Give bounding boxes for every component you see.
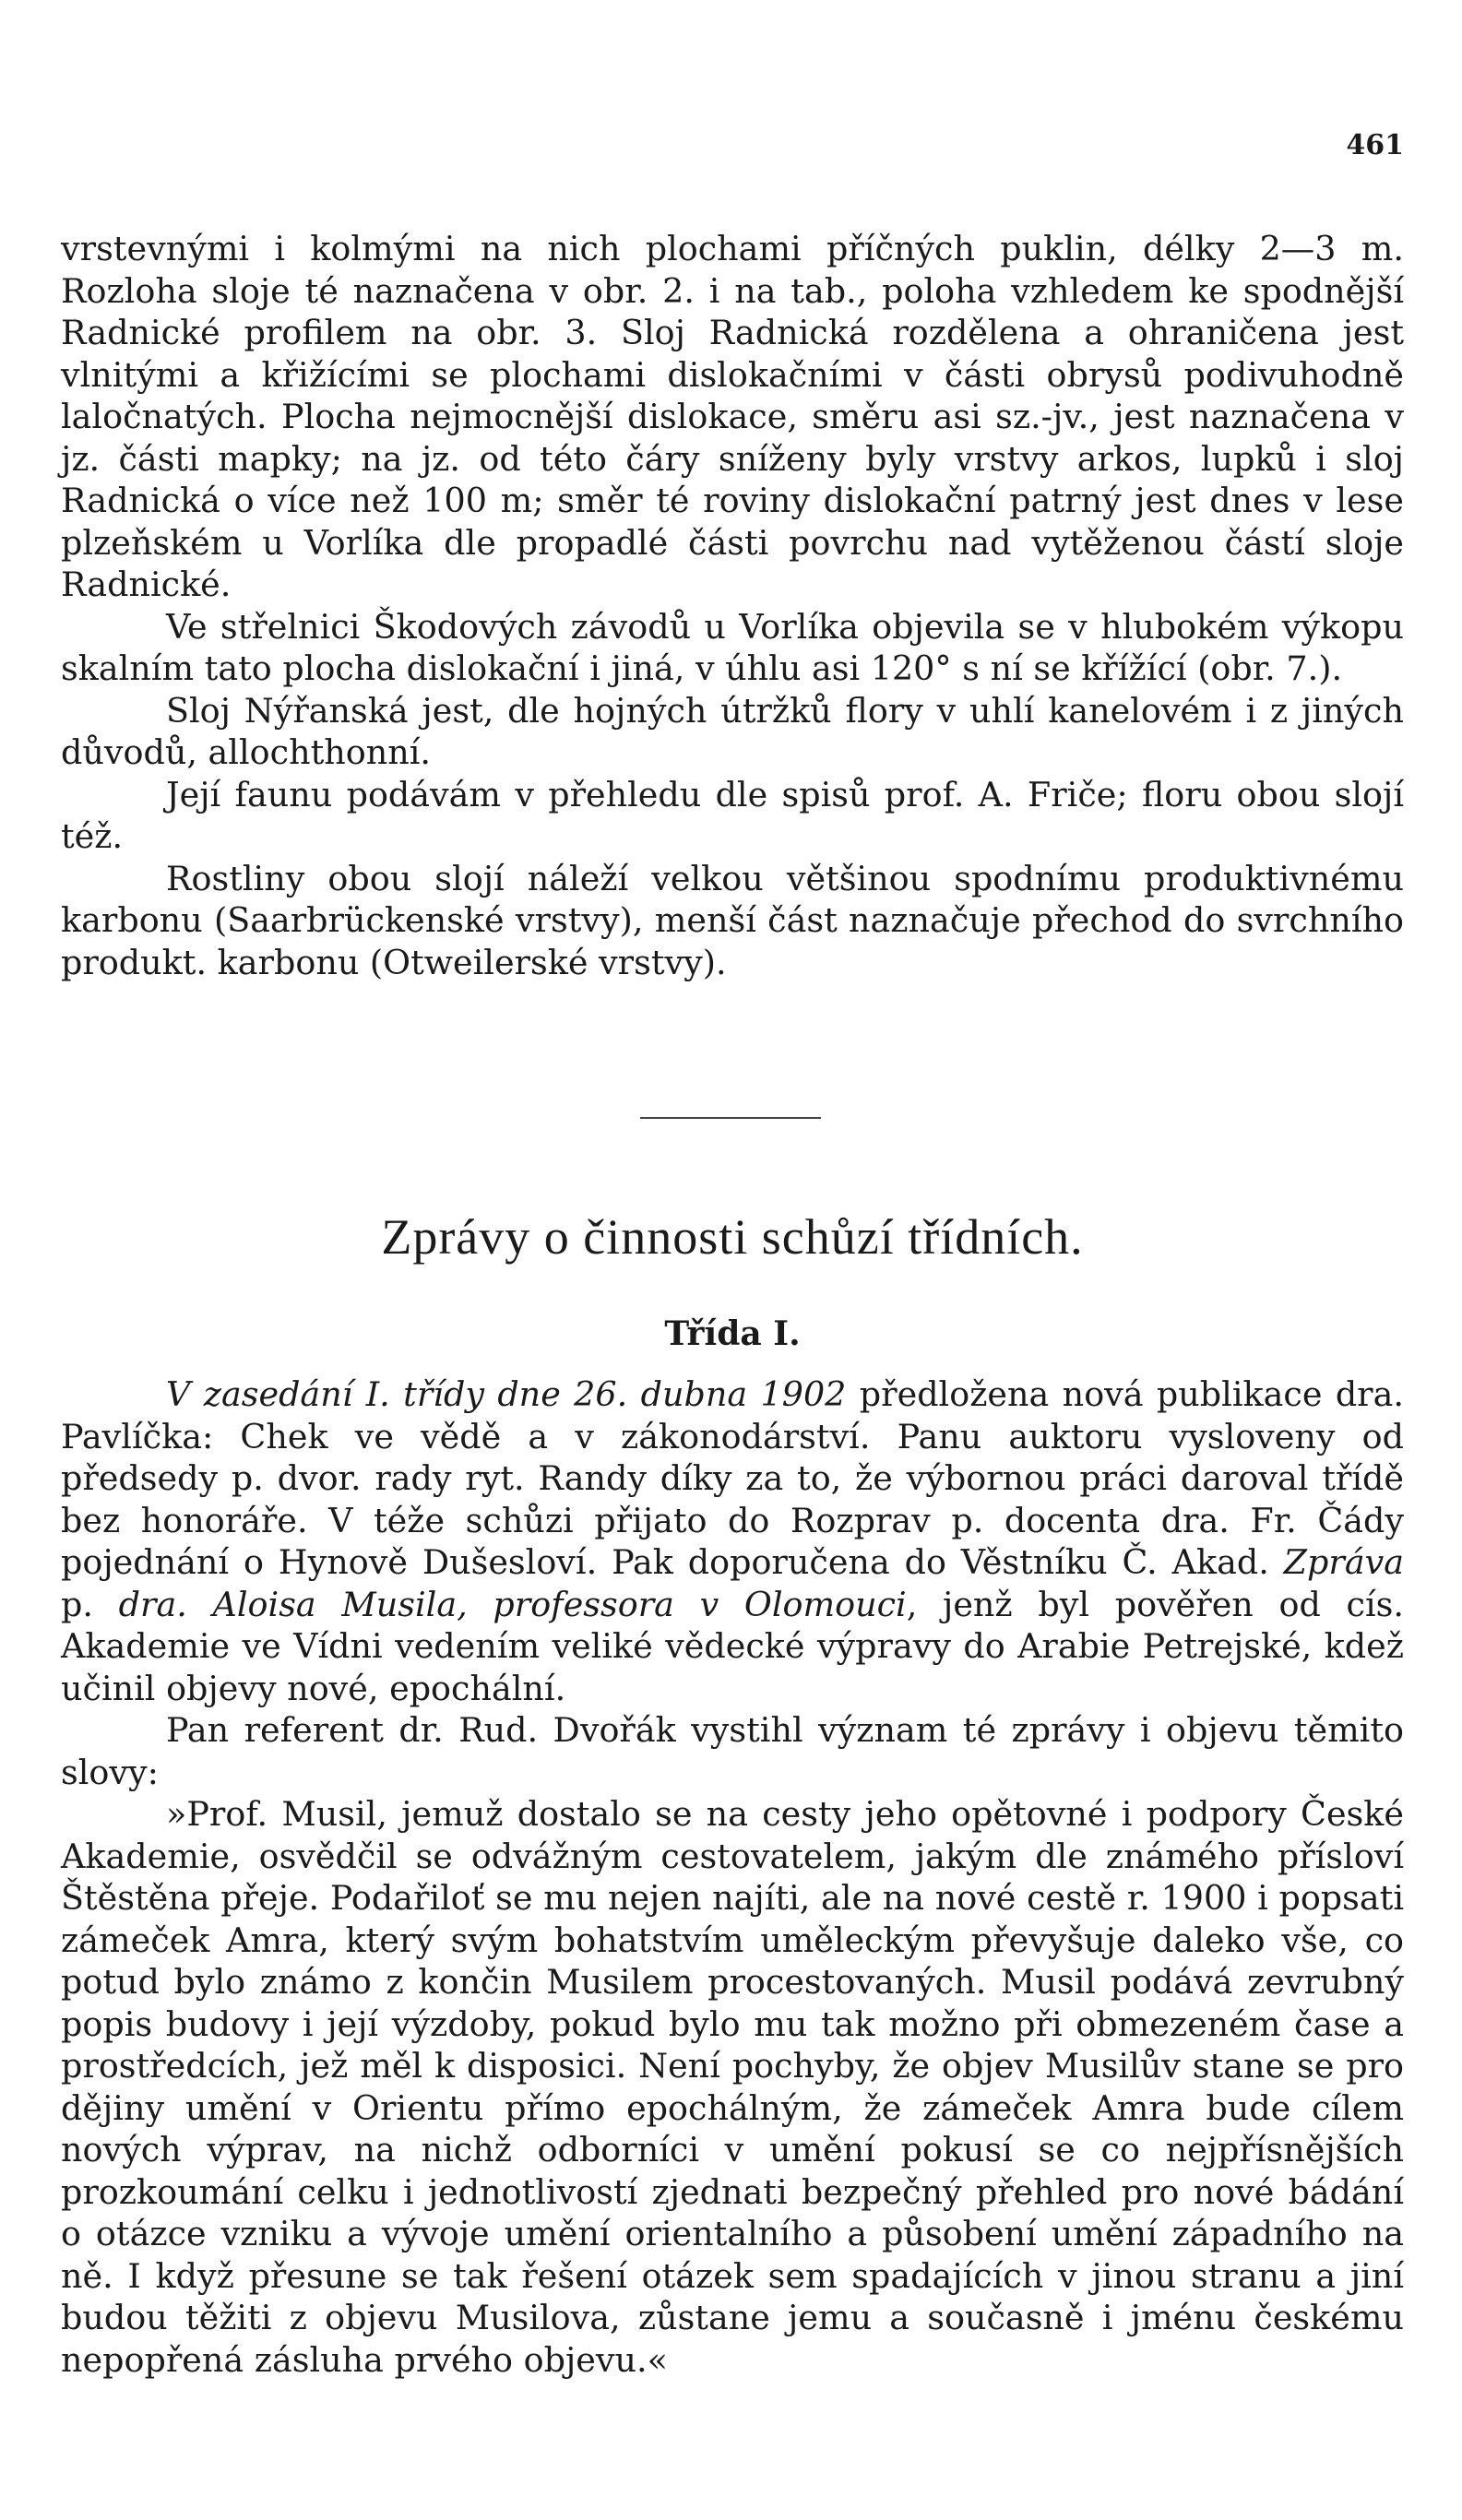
session-text-end: , jenž byl pověřen od cís. Akademie ve Vídni vedením veliké vědecké výpravy do Arabie Petrejské, kdež učinil objevy nové, epochální. [61, 1584, 1404, 1708]
minutes-text-block [61, 1373, 1404, 2381]
paragraph-nyrany-seam: Sloj Nýřanská jest, dle hojných útržků flory v uhlí kanelovém i z jiných důvodů, allochthonní. [61, 690, 1404, 772]
paragraph-fauna: Její faunu podávám v přehledu dle spisů prof. A. Friče; floru obou slojí též. [61, 774, 1404, 856]
session-date: V zasedání I. třídy dne 26. dubna 1902 [166, 1374, 847, 1414]
paragraph-plants: Rostliny obou slojí náleží velkou většinou spodnímu produktivnému karbonu (Saarbrückenské vrstvy), menší část naznačuje přechod do svrchního produkt. karbonu (Otweilerské vrstvy). [61, 858, 1404, 982]
class-heading: Třída I. [664, 1314, 801, 1353]
page-number: 461 [1346, 129, 1404, 161]
paragraph-skoda-range: Ve střelnici Škodových závodů u Vorlíka objevila se v hlubokém výkopu skalním tato plocha dislokační i jiná, v úhlu asi 120° s ní se křížící (obr. 7.). [61, 606, 1404, 688]
report-connector: p. [61, 1584, 119, 1624]
report-word: Zpráva [1283, 1542, 1404, 1582]
author-name: dra. Aloisa Musila, professora v Olomouci [118, 1584, 907, 1624]
session-text: předložena nová publikace dra. Pavlíčka: Chek ve vědě a v zákonodárství. Panu auktoru vysloveny od předsedy p. dvor. rady ryt. Randy díky za to, že výbornou práci daroval třídě bez honoráře. V téže schůzi přijato do Rozprav p. docenta dra. Fr. Čády pojednání o Hynově Dušesloví. Pak doporučena do Věstníku Č. Akad. [61, 1374, 1404, 1582]
document-page [61, 0, 1404, 2520]
paragraph-session-report [61, 1373, 1404, 1709]
section-divider [640, 1117, 821, 1119]
section-title: Zprávy o činnosti schůzí třídních. [381, 1209, 1084, 1265]
geology-text-block [61, 228, 1404, 983]
paragraph-dislocation: vrstevnými i kolmými na nich plochami příčných puklin, délky 2—3 m. Rozloha sloje té naznačena v obr. 2. i na tab., poloha vzhledem ke spodnější Radnické profilem na obr. 3. Sloj Radnická rozdělena a ohraničena jest vlnitými a křižícími se plochami dislokačními v části obrysů podivuhodně laločnatých. Plocha nejmocnější dislokace, směru asi sz.-jv., jest naznačena v jz. části mapky; na jz. od této čáry sníženy byly vrstvy arkos, lupků i sloj Radnická o více než 100 m; směr té roviny dislokační patrný jest dnes v lese plzeňském u Vorlíka dle propadlé části povrchu nad vytěženou částí sloje Radnické. [61, 229, 1404, 604]
paragraph-referent: Pan referent dr. Rud. Dvořák vystihl význam té zprávy i objevu těmito slovy: [61, 1710, 1404, 1792]
paragraph-quote: »Prof. Musil, jemuž dostalo se na cesty jeho opětovné i podpory České Akademie, osvědčil se odvážným cestovatelem, jakým dle známého přísloví Štěstěna přeje. Podařiloť se mu nejen najíti, ale na nové cestě r. 1900 i popsati zámeček Amra, který svým bohatstvím uměleckým převyšuje daleko vše, co potud bylo známo z končin Musilem procestovaných. Musil podává zevrubný popis budovy i její výzdoby, pokud bylo mu tak možno při obmezeném čase a prostředcích, jež měl k disposici. Není pochyby, že objev Musilův stane se pro dějiny umění v Orientu přímo epochálným, že zámeček Amra bude cílem nových výprav, na nichž odborníci v umění pokusí se co nejpřísnějších prozkoumání celku i jednotlivostí zjednati bezpečný přehled pro nové bádání o otázce vzniku a vývoje umění orientalního a působení umění západního na ně. I když přesune se tak řešení otázek sem spadajících v jinou stranu a jiní budou těžiti z objevu Musilova, zůstane jemu a současně i jménu českému nepopřená zásluha prvého objevu.« [61, 1794, 1404, 2380]
